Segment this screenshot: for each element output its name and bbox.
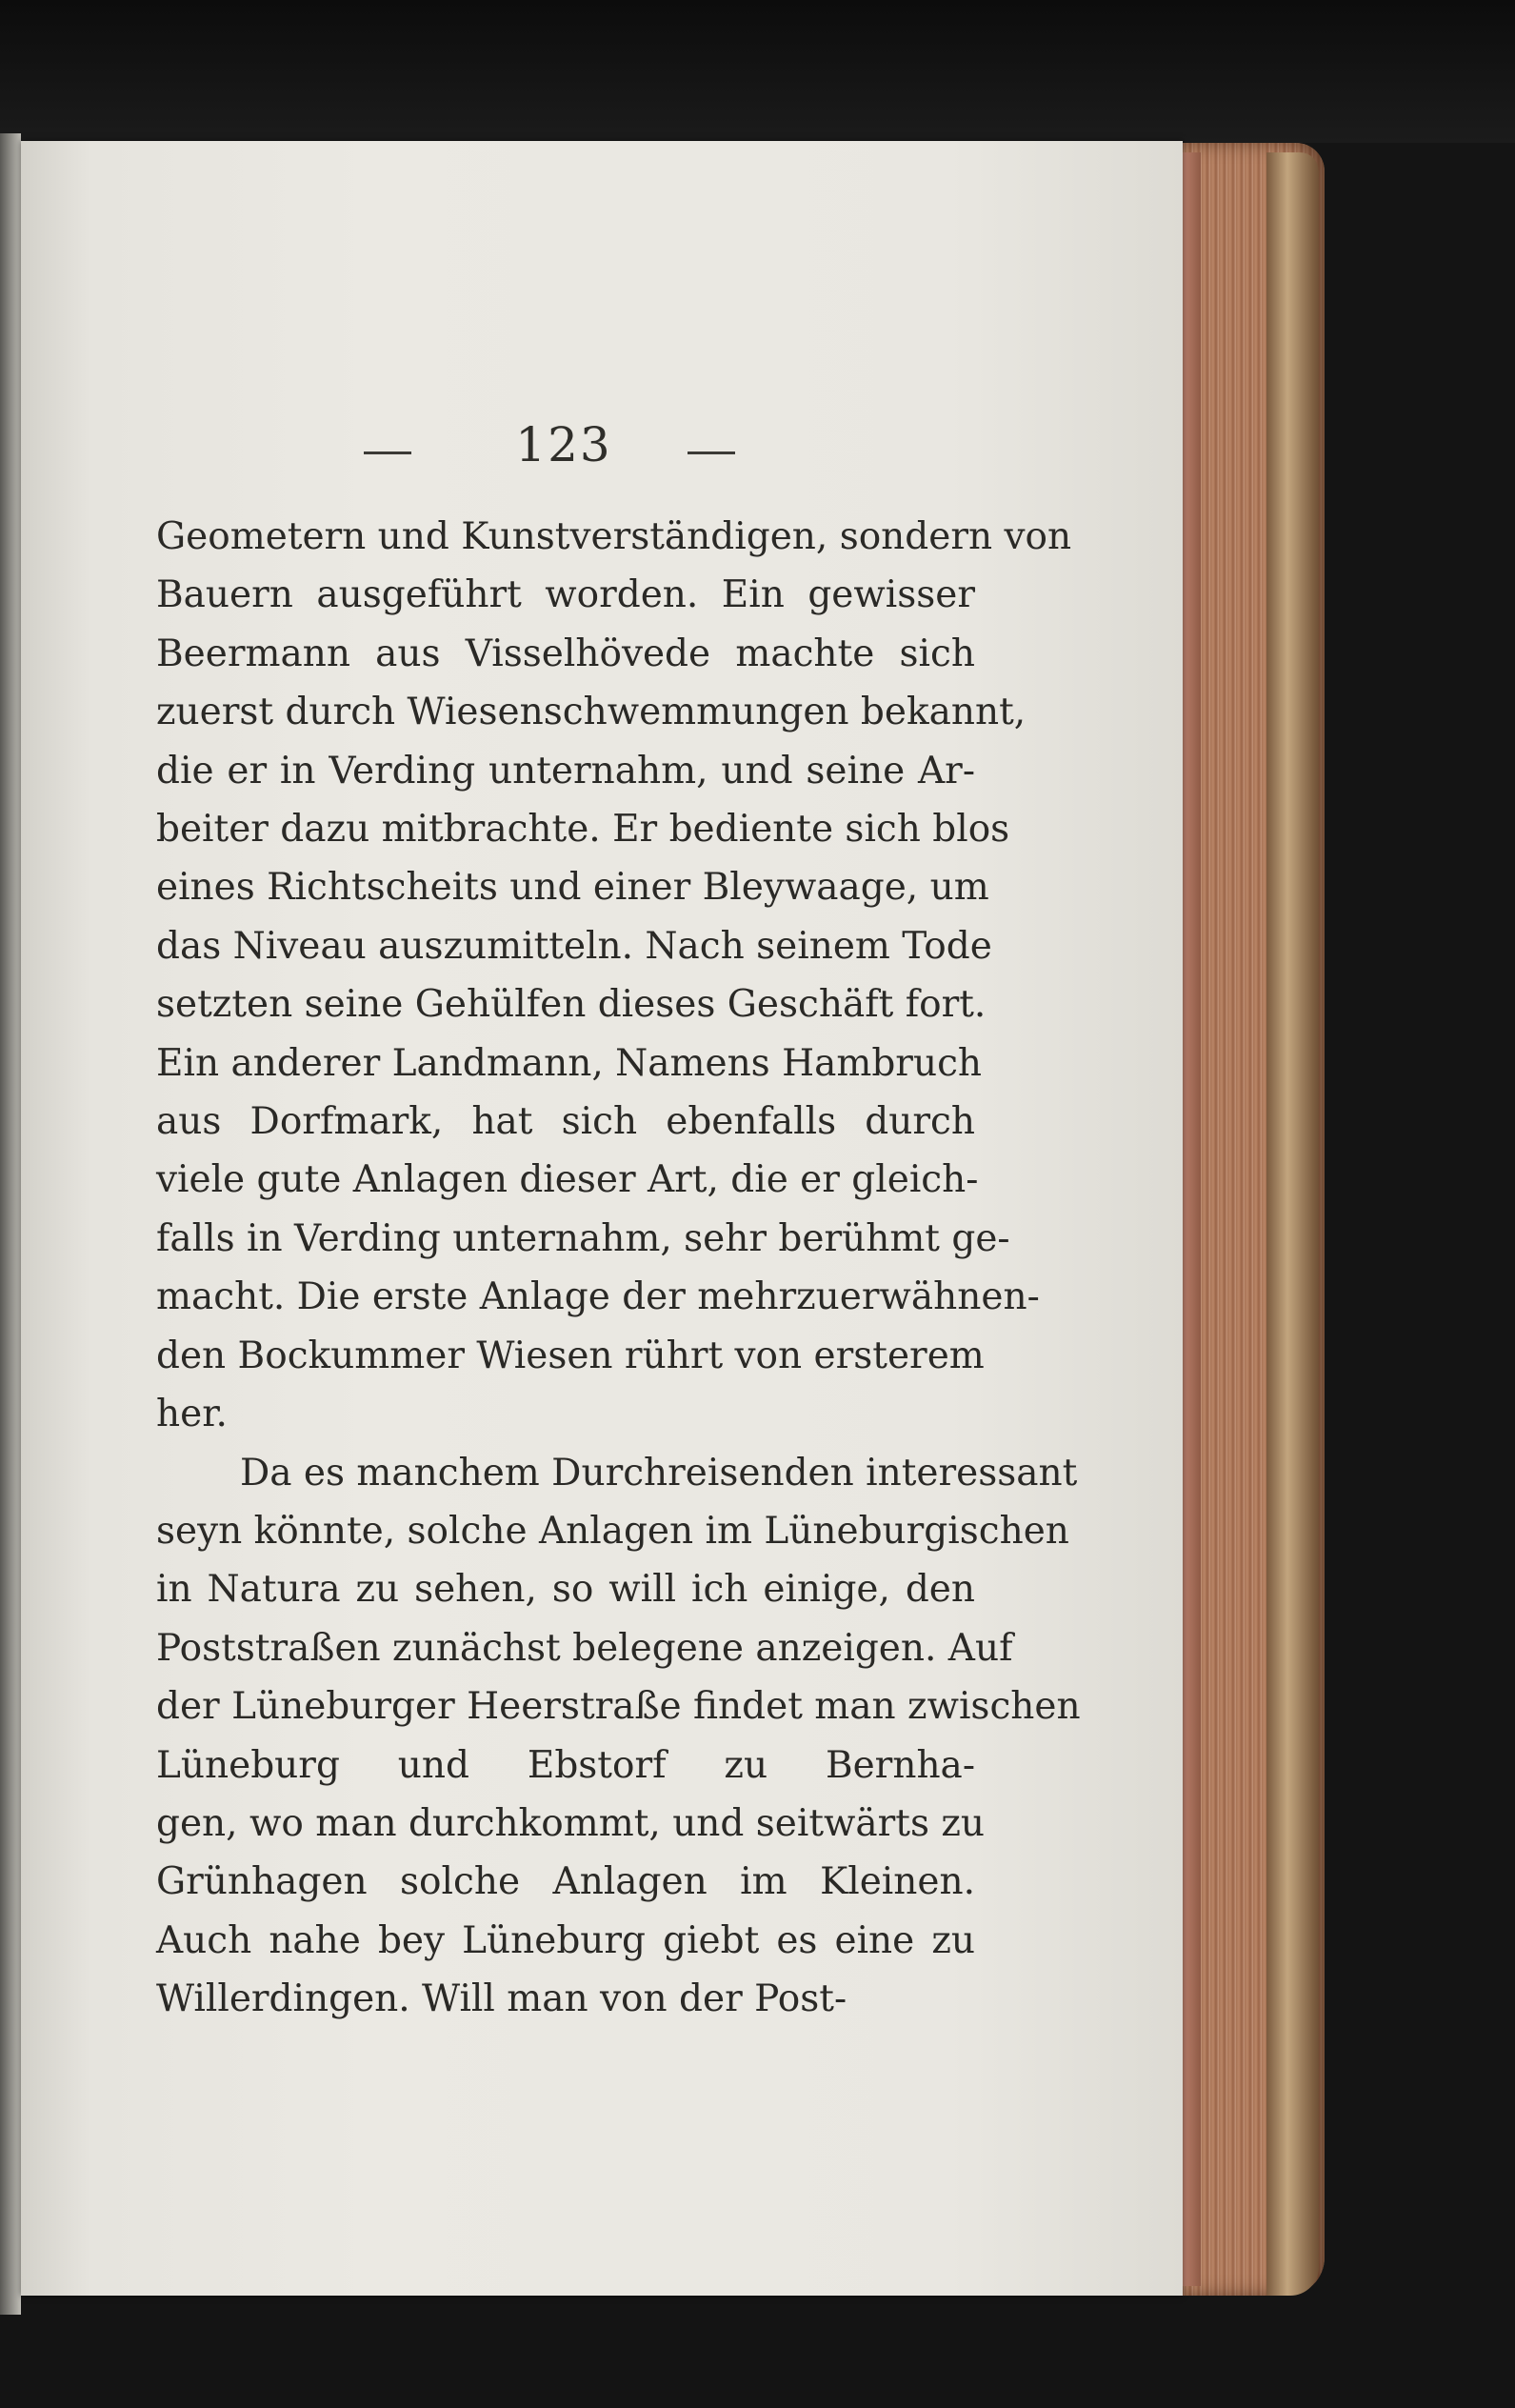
header-dash-right — [688, 452, 735, 454]
text-line: Auch nahe bey Lüneburg giebt es eine zu — [156, 1918, 975, 1962]
body-text — [156, 508, 1081, 2029]
backdrop — [0, 0, 1515, 143]
header-dash-left — [364, 452, 411, 454]
page-header — [21, 417, 1183, 493]
text-line: aus Dorfmark, hat sich ebenfalls durch — [156, 1100, 975, 1144]
text-line: den Bockummer Wiesen rührt von ersterem — [156, 1334, 985, 1377]
text-line: her. — [156, 1393, 228, 1436]
page-number: 123 — [515, 417, 612, 472]
text-line: Grünhagen solche Anlagen im Kleinen. — [156, 1860, 975, 1904]
text-line: Geometern und Kunstverständigen, sondern von — [156, 515, 1072, 558]
facing-page-edge — [0, 133, 21, 2315]
text-line: Lüneburg und Ebstorf zu Bernha- — [156, 1743, 975, 1787]
text-line: falls in Verding unternahm, sehr berühmt ge- — [156, 1216, 1010, 1260]
text-line: das Niveau auszumitteln. Nach seinem Tode — [156, 924, 992, 968]
text-line: die er in Verding unternahm, und seine Ar- — [156, 749, 975, 793]
text-line: macht. Die erste Anlage der mehrzuerwähnen- — [156, 1275, 1040, 1319]
text-line: zuerst durch Wiesenschwemmungen bekannt, — [156, 691, 1027, 734]
text-line: Willerdingen. Will man von der Post- — [156, 1977, 847, 2021]
text-line: Beermann aus Visselhövede machte sich — [156, 632, 975, 675]
text-line: Bauern ausgeführt worden. Ein gewisser — [156, 573, 975, 617]
text-line: gen, wo man durchkommt, und seitwärts zu — [156, 1801, 986, 1845]
text-line: setzten seine Gehülfen dieses Geschäft fort. — [156, 983, 987, 1027]
book-cover-board — [1266, 152, 1319, 2296]
text-line: beiter dazu mitbrachte. Er bediente sich blos — [156, 808, 1010, 852]
text-line: eines Richtscheits und einer Bleywaage, um — [156, 866, 989, 910]
text-line: seyn könnte, solche Anlagen im Lüneburgischen — [156, 1509, 1069, 1553]
text-line: in Natura zu sehen, so will ich einige, den — [156, 1568, 975, 1612]
paragraph-2 — [156, 1444, 1081, 2029]
text-line: Ein anderer Landmann, Namens Hambruch — [156, 1041, 983, 1085]
text-line: der Lüneburger Heerstraße findet man zwischen — [156, 1685, 1081, 1729]
text-line: Da es manchem Durchreisenden interessant — [240, 1451, 1078, 1495]
text-line: viele gute Anlagen dieser Art, die er gleich- — [156, 1158, 979, 1202]
paragraph-1 — [156, 508, 1072, 1444]
book-page — [21, 141, 1183, 2296]
text-line: Poststraßen zunächst belegene anzeigen. Auf — [156, 1626, 1013, 1670]
